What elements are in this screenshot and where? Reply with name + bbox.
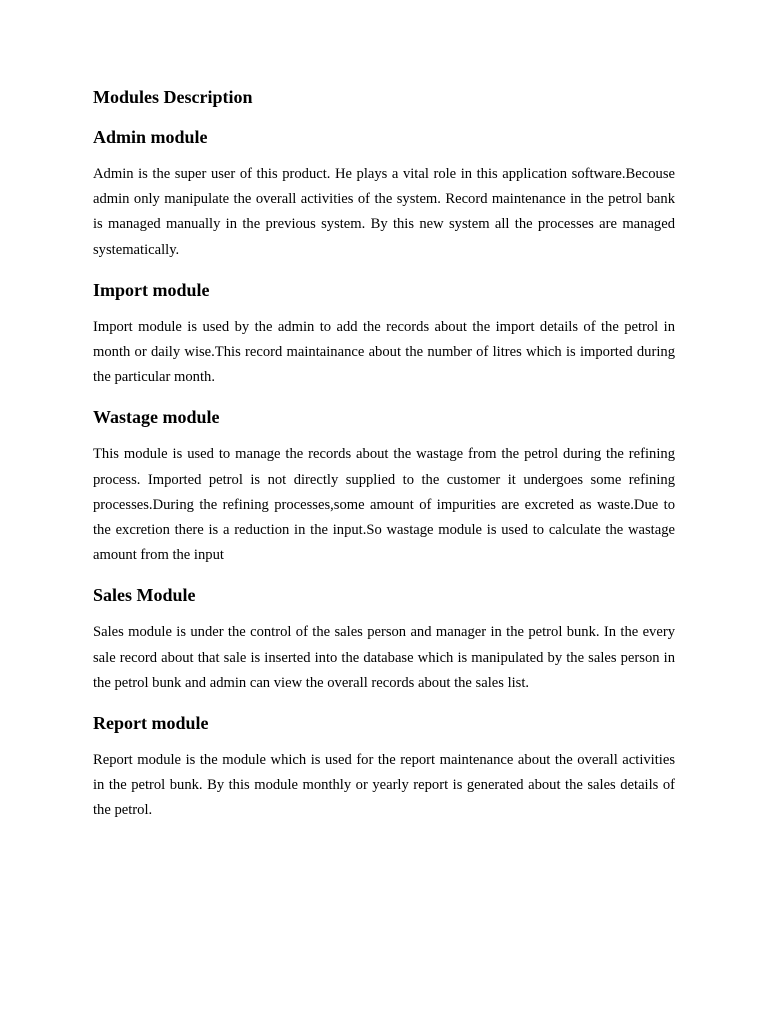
section-paragraph: Report module is the module which is used for the report maintenance about the overall activities in the petrol bunk. By this module monthly or yearly report is generated about the sales details of the petrol. — [93, 752, 675, 819]
section-import-module — [93, 277, 675, 391]
section-paragraph: Admin is the super user of this product. He plays a vital role in this application software.Becouse admin only manipulate the overall activities of the system. Record maintenance in the petrol bank is managed manually in the previous system. By this new system all the processes are managed systematically. — [93, 166, 675, 258]
section-paragraph: Sales module is under the control of the sales person and manager in the petrol bunk. In the every sale record about that sale is inserted into the database which is manipulated by the sales person in the petrol bunk and admin can view the overall records about the sales list. — [93, 624, 675, 691]
section-wastage-module — [93, 404, 675, 568]
section-sales-module — [93, 582, 675, 696]
section-paragraph: This module is used to manage the records about the wastage from the petrol during the refining process. Imported petrol is not directly supplied to the customer it undergoes some refining processes.During the refining processes,some amount of impurities are excreted as waste.Due to the excretion there is a reduction in the input.So wastage module is used to calculate the wastage amount from the input — [93, 446, 675, 564]
section-heading: Admin module — [93, 127, 208, 147]
section-heading: Report module — [93, 713, 209, 734]
section-admin-module — [93, 124, 675, 263]
section-heading: Import module — [93, 279, 210, 300]
section-report-module — [93, 710, 675, 824]
section-paragraph: Import module is used by the admin to add the records about the import details of the petrol in month or daily wise.This record maintainance about the number of litres which is imported during the particular month. — [93, 318, 675, 386]
document-content — [93, 84, 675, 838]
section-heading: Sales Module — [93, 585, 196, 606]
section-heading: Wastage module — [93, 407, 220, 428]
document-title: Modules Description — [93, 87, 253, 107]
